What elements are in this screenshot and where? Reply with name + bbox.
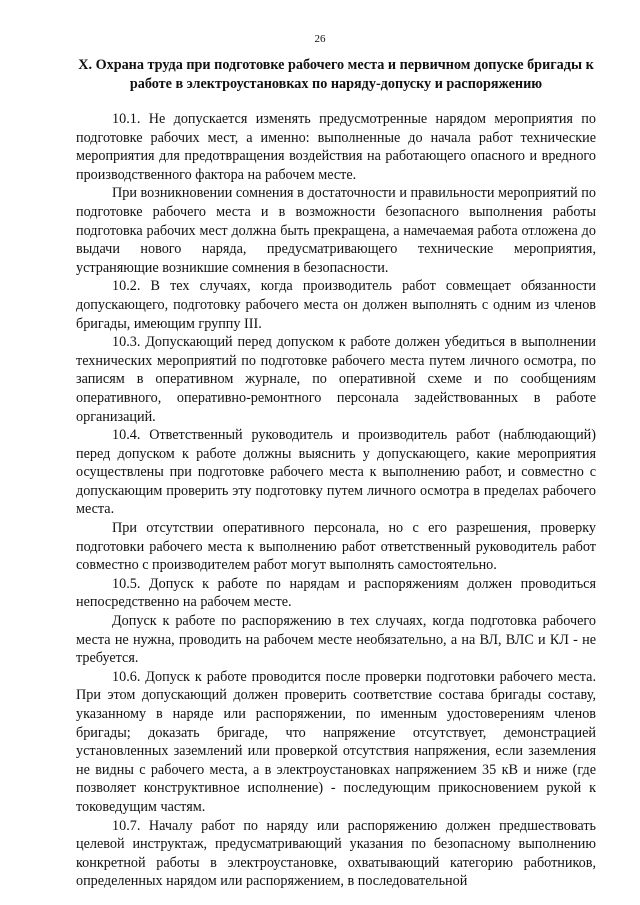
paragraph-10-4: 10.4. Ответственный руководитель и производитель работ (наблюдающий) перед допуском к работе должны выяснить у допускающего, какие мероприятия осуществлены при подготовке рабочего места к выполнению работ, и совместно с допускающим проверить эту подготовку путем личного осмотра в пределах рабочего места. [76, 427, 596, 518]
paragraph-10-1: 10.1. Не допускается изменять предусмотренные нарядом мероприятия по подготовке рабочих мест, а именно: выполненные до начала работ технические мероприятия для предотвращения воздействия на работающего опасного и вредного производственного фактора на рабочем месте. [76, 111, 596, 183]
body-text [76, 110, 596, 891]
paragraph-10-3: 10.3. Допускающий перед допуском к работе должен убедиться в выполнении технических мероприятий по подготовке рабочего места путем личного осмотра, по записям в оперативном журнале, по оперативной схеме и по сообщениям оперативного, оперативно-ремонтного персонала задействованных в работе организаций. [76, 334, 596, 425]
paragraph-10-2: 10.2. В тех случаях, когда производитель работ совмещает обязанности допускающего, подготовку рабочего места он должен выполнять с одним из членов бригады, имеющим группу III. [76, 278, 596, 332]
page-number: 26 [314, 33, 326, 45]
section-heading: Х. Охрана труда при подготовке рабочего места и первичном допуске бригады к работе в электроустановках по наряду-допуску и распоряжению [78, 57, 594, 92]
paragraph-10-6: 10.6. Допуск к работе проводится после проверки подготовки рабочего места. При этом допускающий должен проверить соответствие состава бригады составу, указанному в наряде или распоряжении, по именным удостоверениям членов бригады; доказать бригаде, что напряжение отсутствует, демонстрацией установленных заземлений или проверкой отсутствия напряжения, если заземления не видны с рабочего места, а в электроустановках напряжением 35 кВ и ниже (где позволяет конструктивное исполнение) - последующим прикосновением рукой к токоведущим частям. [76, 668, 596, 815]
paragraph-10-4-absence: При отсутствии оперативного персонала, но с его разрешения, проверку подготовки рабочего места к выполнению работ ответственный руководитель работ совместно с производителем работ могут выполнять самостоятельно. [76, 520, 596, 574]
paragraph-10-5: 10.5. Допуск к работе по нарядам и распоряжениям должен проводиться непосредственно на рабочем месте. [76, 575, 596, 611]
paragraph-10-7: 10.7. Началу работ по наряду или распоряжению должен предшествовать целевой инструктаж, предусматривающий указания по безопасному выполнению конкретной работы в электроустановке, охватывающий категорию работников, определенных нарядом или распоряжением, в последовательной [76, 817, 596, 890]
paragraph-10-5-order: Допуск к работе по распоряжению в тех случаях, когда подготовка рабочего места не нужна, проводить на рабочем месте необязательно, а на ВЛ, ВЛС и КЛ - не требуется. [76, 613, 596, 667]
paragraph-10-1-doubt: При возникновении сомнения в достаточности и правильности мероприятий по подготовке рабочего места и в возможности безопасного выполнения работы подготовка рабочих мест должна быть прекращена, а намечаемая работа отложена до выдачи нового наряда, предусматривающего технические мероприятия, устраняющие возникшие сомнения в безопасности. [76, 185, 596, 276]
